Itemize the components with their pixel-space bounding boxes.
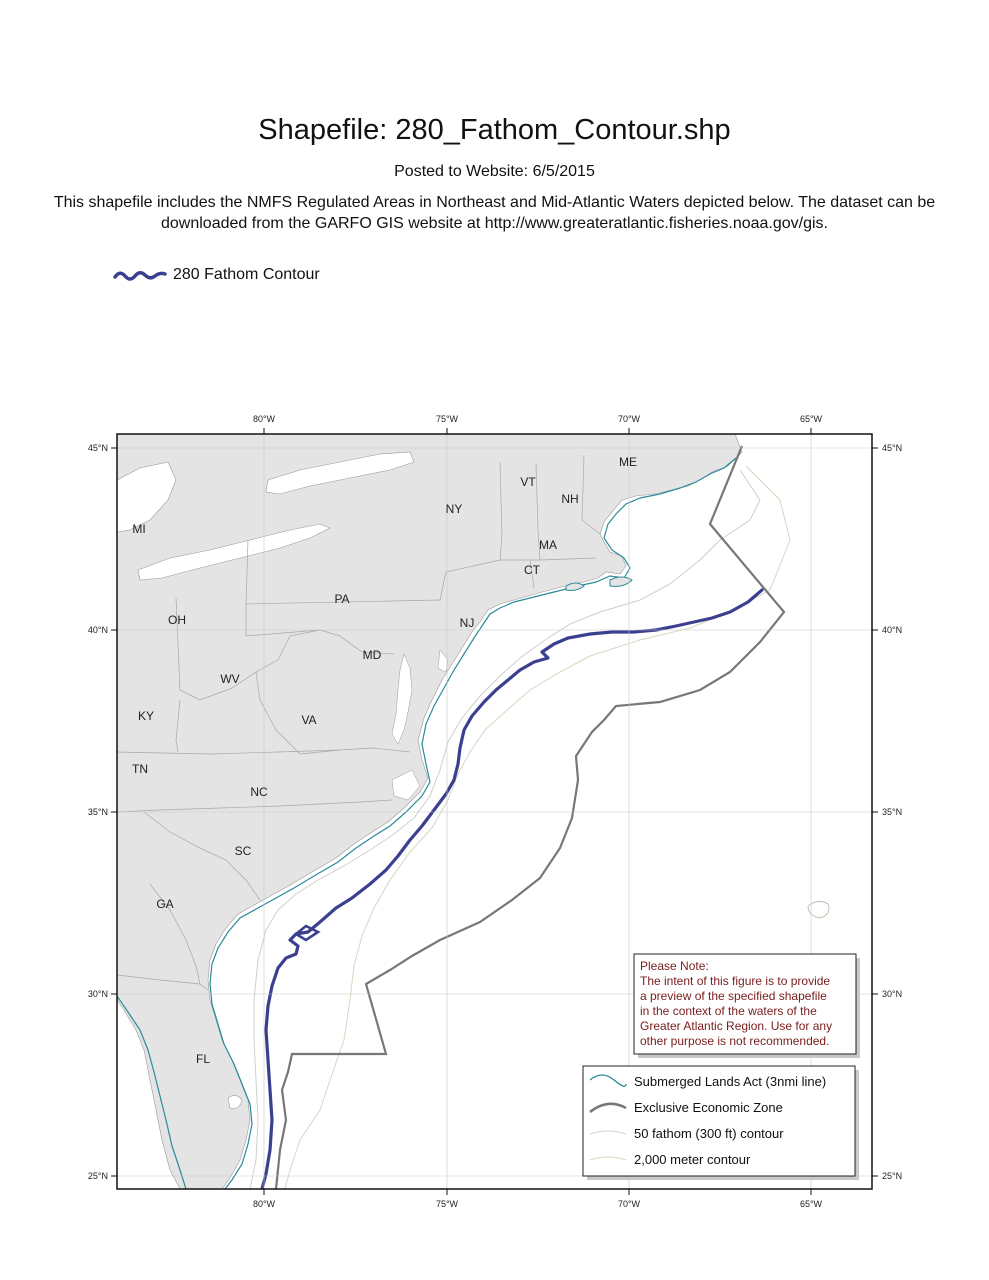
lat-label-45n-right: 45°N [882, 443, 903, 453]
lat-label-45n-left: 45°N [87, 443, 108, 453]
state-label-ga: GA [156, 897, 174, 911]
state-label-ct: CT [524, 563, 540, 577]
state-label-wv: WV [220, 672, 240, 686]
state-label-ky: KY [137, 709, 155, 723]
note-line-2: a preview of the specified shapefile [640, 989, 827, 1003]
lon-label-70w-top: 70°W [617, 414, 641, 424]
note-line-3: in the context of the waters of the [640, 1004, 817, 1018]
state-label-pa: PA [334, 592, 350, 606]
description: This shapefile includes the NMFS Regulated Areas in Northeast and Mid-Atlantic Waters depicted below. The dataset can be downloaded from the GARFO GIS website at http://www.greateratlantic.fisheries.noaa.gov/gis. [53, 194, 936, 232]
state-label-nj: NJ [459, 616, 475, 630]
map-legend [583, 1066, 859, 1180]
state-label-nc: NC [250, 785, 268, 799]
note-line-5: other purpose is not recommended. [640, 1034, 830, 1048]
lat-label-30n-left: 30°N [87, 989, 108, 999]
lat-label-40n-right: 40°N [882, 625, 903, 635]
state-label-ny: NY [445, 502, 463, 516]
state-label-sc: SC [234, 844, 252, 858]
state-label-oh: OH [168, 613, 186, 627]
contour-legend-label: 280 Fathom Contour [173, 266, 320, 283]
note-box [634, 954, 860, 1058]
lon-label-70w-bottom: 70°W [617, 1199, 641, 1209]
lon-label-65w-bottom: 65°W [799, 1199, 823, 1209]
lon-label-80w-bottom: 80°W [252, 1199, 276, 1209]
lat-label-30n-right: 30°N [882, 989, 903, 999]
contour-280-swatch-icon [113, 267, 167, 283]
note-line-1: The intent of this figure is to provide [640, 974, 831, 988]
page-title: Shapefile: 280_Fathom_Contour.shp [258, 114, 731, 146]
contour-legend [113, 264, 320, 286]
posted-date: Posted to Website: 6/5/2015 [394, 163, 595, 180]
legend-label-fathom50: 50 fathom (300 ft) contour [634, 1126, 784, 1141]
state-label-mi: MI [132, 522, 146, 536]
state-label-va: VA [301, 713, 317, 727]
legend-label-sla: Submerged Lands Act (3nmi line) [634, 1074, 827, 1089]
state-label-fl: FL [195, 1052, 211, 1066]
state-label-nh: NH [561, 492, 579, 506]
state-label-vt: VT [520, 475, 536, 489]
legend-label-m2000: 2,000 meter contour [634, 1152, 751, 1167]
lat-label-40n-left: 40°N [87, 625, 108, 635]
state-label-md: MD [362, 648, 382, 662]
lat-label-25n-right: 25°N [882, 1171, 903, 1181]
map-figure [0, 400, 989, 1220]
note-line-0: Please Note: [640, 959, 709, 973]
note-line-4: Greater Atlantic Region. Use for any [640, 1019, 833, 1033]
lat-label-35n-right: 35°N [882, 807, 903, 817]
lat-label-35n-left: 35°N [87, 807, 108, 817]
lon-label-80w-top: 80°W [252, 414, 276, 424]
lat-label-25n-left: 25°N [87, 1171, 108, 1181]
state-label-me: ME [619, 455, 637, 469]
legend-label-eez: Exclusive Economic Zone [634, 1100, 783, 1115]
state-label-tn: TN [132, 762, 148, 776]
lon-label-65w-top: 65°W [799, 414, 823, 424]
state-label-ma: MA [539, 538, 557, 552]
lon-label-75w-top: 75°W [435, 414, 459, 424]
lon-label-75w-bottom: 75°W [435, 1199, 459, 1209]
